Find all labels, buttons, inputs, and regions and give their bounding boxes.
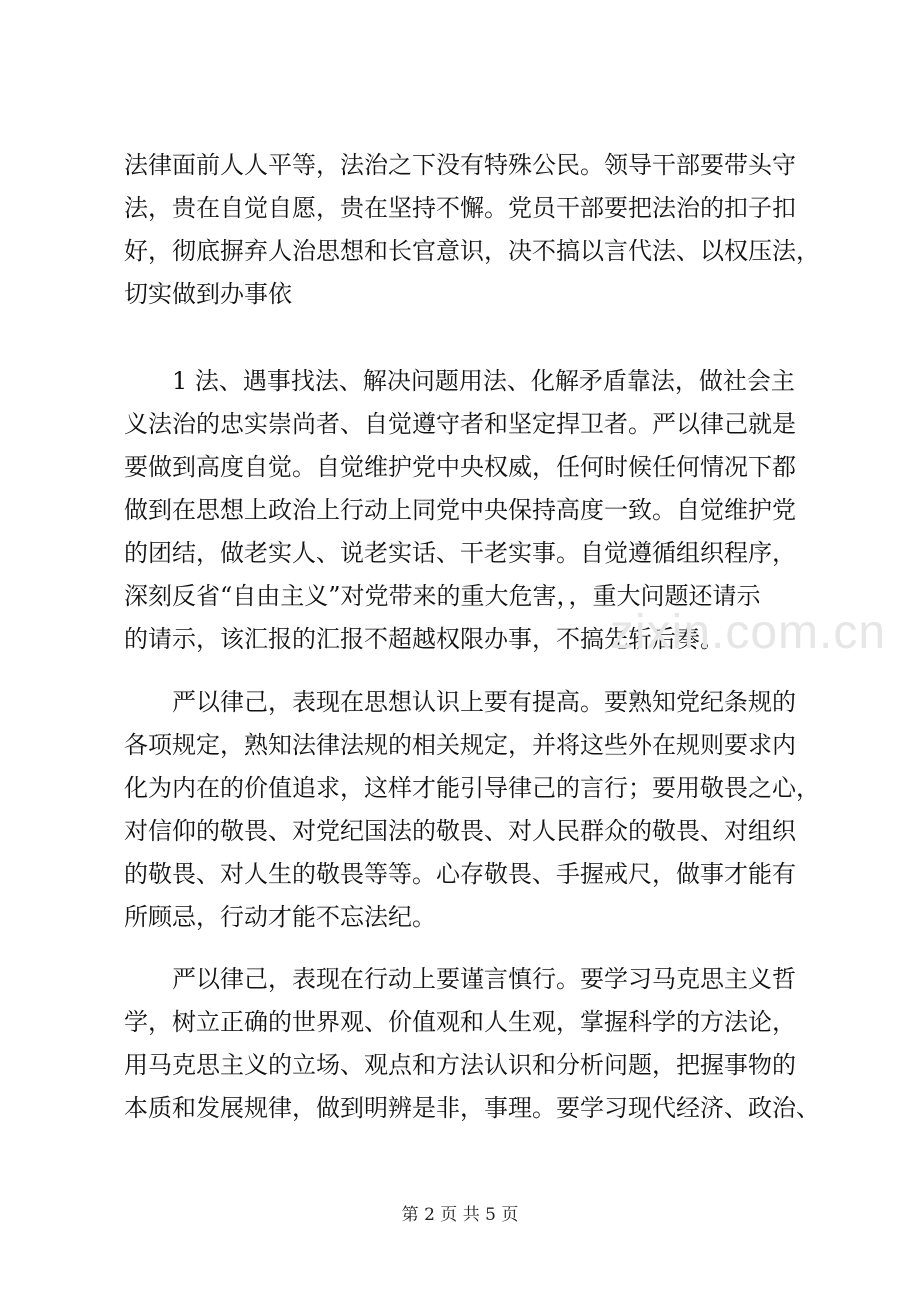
- page-footer: 第 2 页 共 5 页: [401, 1205, 519, 1225]
- text-line: 做到在思想上政治上行动上同党中央保持高度一致。自觉维护党: [124, 496, 796, 524]
- text-line: 所顾忌，行动才能不忘法纪。: [124, 903, 436, 931]
- text-line: 各项规定，熟知法律法规的相关规定，并将这些外在规则要求内: [124, 731, 796, 759]
- text-line: 对信仰的敬畏、对党纪国法的敬畏、对人民群众的敬畏、对组织: [124, 817, 796, 845]
- text-line: 学，树立正确的世界观、价值观和人生观，掌握科学的方法论，: [124, 1008, 796, 1036]
- text-line: 的团结，做老实人、说老实话、干老实事。自觉遵循组织程序，: [124, 539, 796, 567]
- text-line: 要做到高度自觉。自觉维护党中央权威，任何时候任何情况下都: [124, 453, 796, 481]
- text-line: 切实做到办事依: [124, 280, 292, 308]
- text-line: 严以律己，表现在行动上要谨言慎行。要学习马克思主义哲: [172, 965, 796, 993]
- text-line: 深刻反省“自由主义”对党带来的重大危害，，重大问题还请示: [124, 582, 761, 610]
- watermark: zixin.com.cn: [610, 606, 887, 659]
- text-line: 化为内在的价值追求，这样才能引导律己的言行；要用敬畏之心，: [124, 774, 820, 802]
- text-line: 1 法、遇事找法、解决问题用法、化解矛盾靠法，做社会主: [172, 367, 795, 395]
- text-line: 用马克思主义的立场、观点和方法认识和分析问题，把握事物的: [124, 1051, 796, 1079]
- text-line: 严以律己，表现在思想认识上要有提高。要熟知党纪条规的: [172, 688, 796, 716]
- text-line: 义法治的忠实崇尚者、自觉遵守者和坚定捍卫者。严以律己就是: [124, 410, 796, 438]
- text-line: 本质和发展规律，做到明辨是非，事理。要学习现代经济、政治、: [124, 1094, 820, 1122]
- text-line: 的请示，该汇报的汇报不超越权限办事，不搞先斩后奏。: [124, 625, 724, 653]
- text-line: 好，彻底摒弃人治思想和长官意识，决不搞以言代法、以权压法，: [124, 237, 820, 265]
- text-line: 法律面前人人平等，法治之下没有特殊公民。领导干部要带头守: [124, 151, 796, 179]
- text-line: 的敬畏、对人生的敬畏等等。心存敬畏、手握戒尺，做事才能有: [124, 860, 796, 888]
- text-line: 法，贵在自觉自愿，贵在坚持不懈。党员干部要把法治的扣子扣: [124, 194, 796, 222]
